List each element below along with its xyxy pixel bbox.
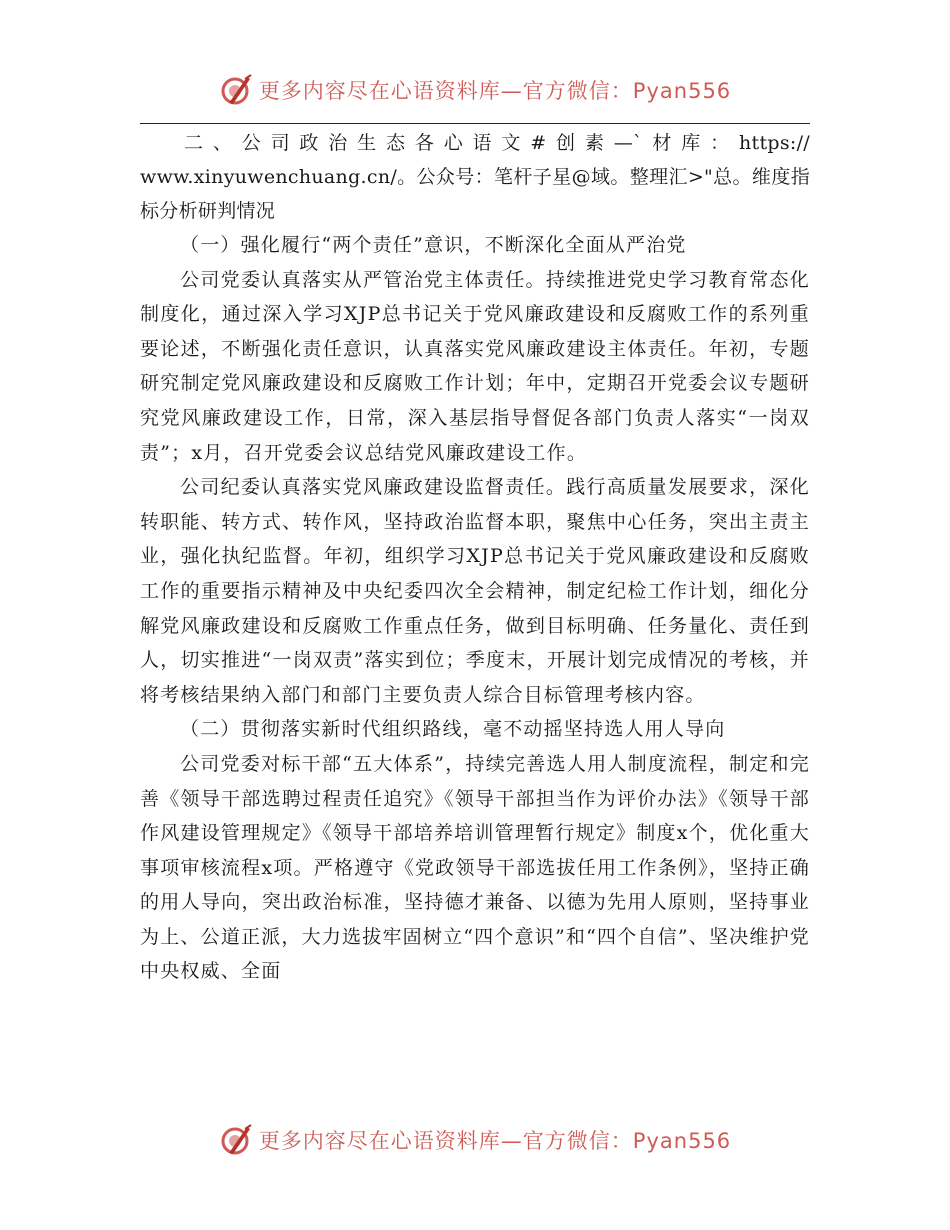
subsection-heading-2: （二）贯彻落实新时代组织路线，毫不动摇坚持选人用人导向	[180, 718, 726, 741]
banner-text: 更多内容尽在心语资料库—官方微信：Pyan556	[258, 79, 732, 103]
paragraph: 公司党委认真落实从严管治党主体责任。持续推进党史学习教育常态化制度化，通过深入学习XJP总书记关于党风廉政建设和反腐败工作的系列重要论述，不断强化责任意识，认真落实党风廉政建设主体责任。年初，专题研究制定党风廉政建设和反腐败工作计划；年中，定期召开党委会议专题研究党风廉政建设工作，日常，深入基层指导督促各部门负责人落实“一岗双责”；x月，召开党委会议总结党风廉政建设工作。	[140, 268, 810, 464]
paragraph: 公司党委对标干部“五大体系”，持续完善选人用人制度流程，制定和完善《领导干部选聘过程责任追究》《领导干部担当作为评价办法》《领导干部作风建设管理规定》《领导干部培养培训管理暂行规定》制度x个，优化重大事项审核流程x项。严格遵守《党政领导干部选拔任用工作条例》，坚持正确的用人导向，突出政治标准，坚持德才兼备、以德为先用人原则，坚持事业为上、公道正派，大力选拔牢固树立“四个意识”和“四个自信”、坚决维护党中央权威、全面	[140, 752, 810, 983]
header-banner	[0, 68, 950, 112]
footer-banner	[0, 1118, 950, 1162]
banner-text: 更多内容尽在心语资料库—官方微信：Pyan556	[258, 1129, 732, 1153]
subsection-heading-1: （一）强化履行“两个责任”意识，不断深化全面从严治党	[180, 234, 687, 256]
paragraph: 公司纪委认真落实党风廉政建设监督责任。践行高质量发展要求，深化转职能、转方式、转作风，坚持政治监督本职，聚焦中心任务，突出主责主业，强化执纪监督。年初，组织学习XJP总书记关于党风廉政建设和反腐败工作的重要指示精神及中央纪委四次全会精神，制定纪检工作计划，细化分解党风廉政建设和反腐败工作重点任务，做到目标明确、任务量化、责任到人，切实推进“一岗双责”落实到位；季度末，开展计划完成情况的考核，并将考核结果纳入部门和部门主要负责人综合目标管理考核内容。	[140, 476, 810, 706]
quill-stamp-icon	[219, 1123, 253, 1157]
section-heading: 二、公司政治生态各心语文#创素—`材库：https:// www.xinyuwenchuang.cn/。公众号：笔杆子星@域。整理汇>"总。维度指标分析研判情况	[140, 132, 810, 222]
header-rule	[140, 123, 810, 124]
quill-stamp-icon	[219, 73, 253, 107]
document-body	[140, 126, 810, 989]
